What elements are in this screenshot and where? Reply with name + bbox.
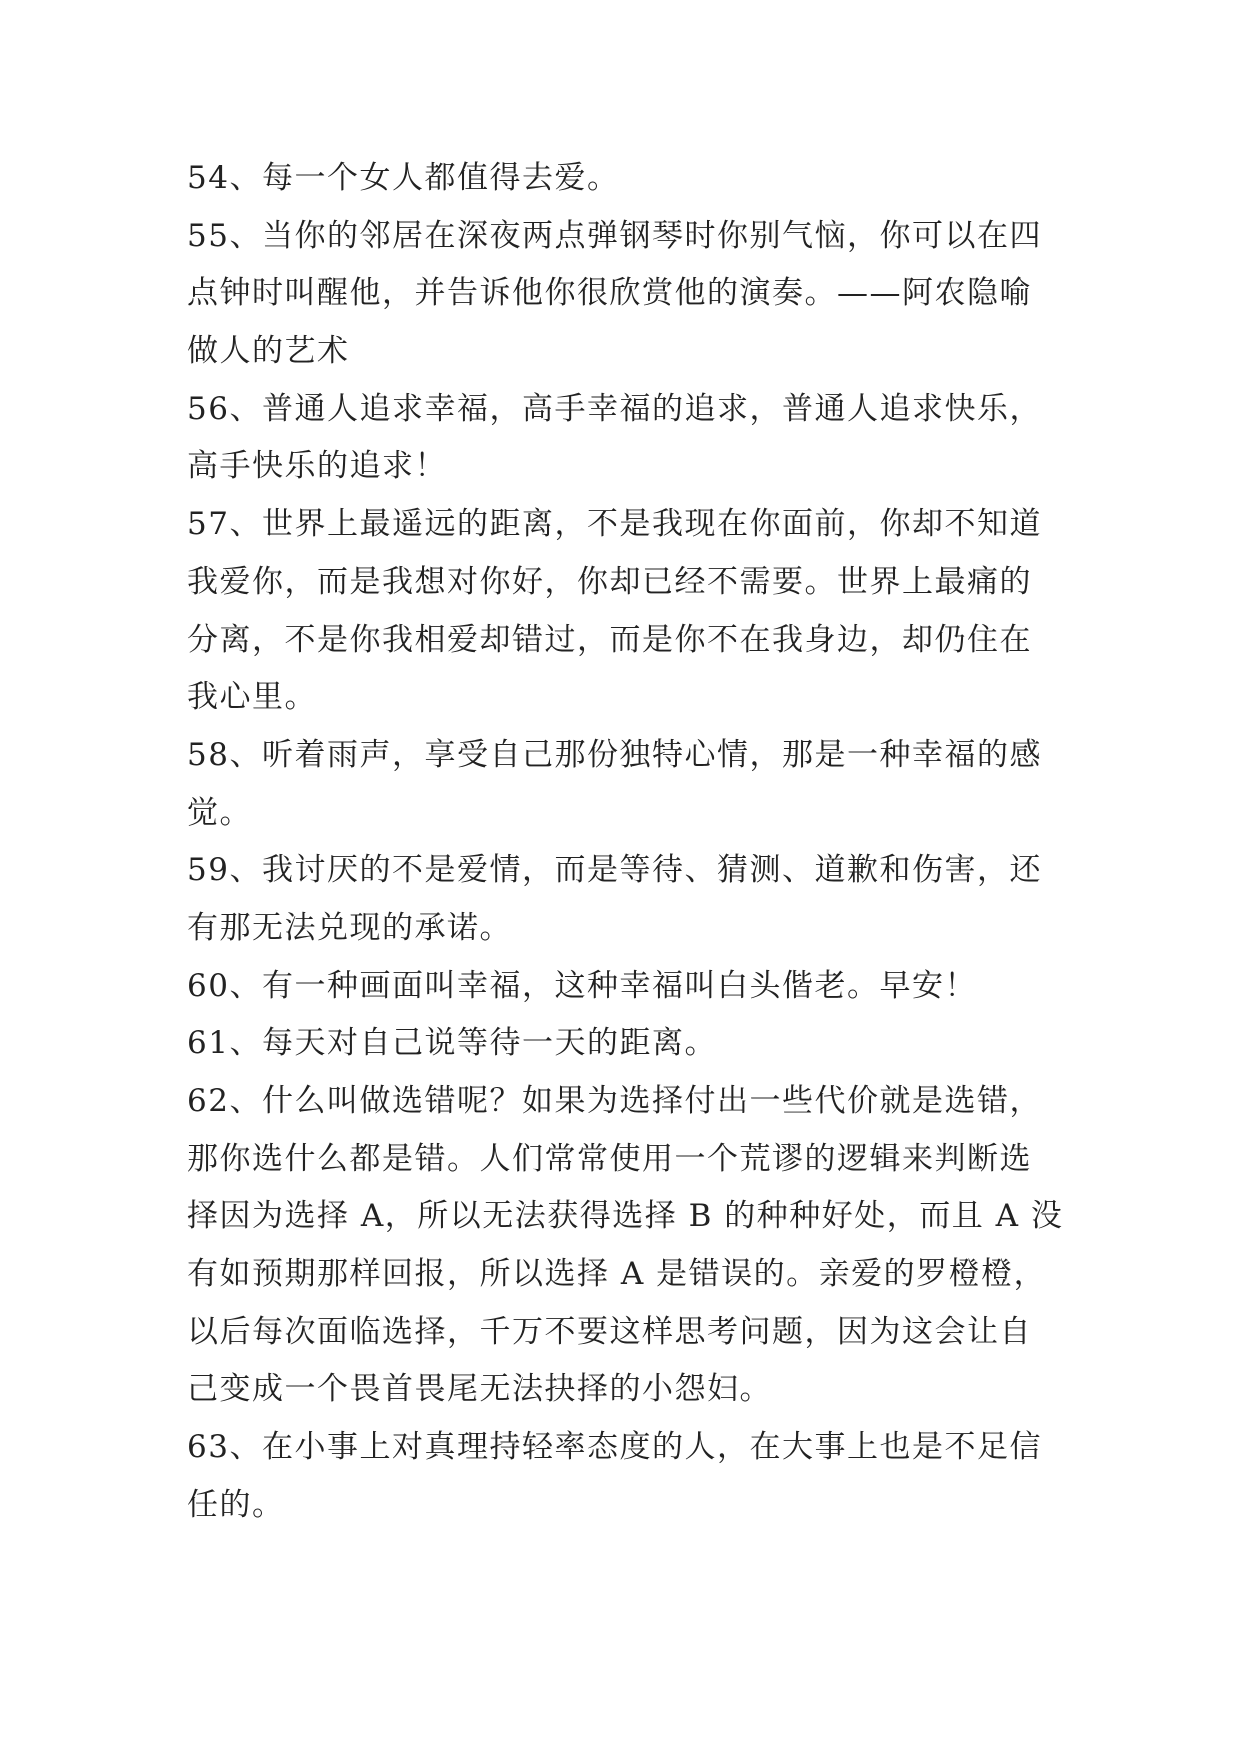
text-line: 62、什么叫做选错呢？如果为选择付出一些代价就是选错， [187, 1083, 1042, 1119]
text-line: 63、在小事上对真理持轻率态度的人，在大事上也是不足信 [187, 1429, 1042, 1466]
text-line: 点钟时叫醒他，并告诉他你很欣赏他的演奏。——阿农隐喻 [187, 275, 1032, 312]
text-line: 55、当你的邻居在深夜两点弹钢琴时你别气恼，你可以在四 [187, 217, 1042, 254]
text-line: 做人的艺术 [187, 333, 350, 370]
text-line: 以后每次面临选择，千万不要这样思考问题，因为这会让自 [187, 1313, 1032, 1350]
text-line: 54、每一个女人都值得去爱。 [187, 160, 620, 196]
text-line: 56、普通人追求幸福，高手幸福的追求，普通人追求快乐， [187, 390, 1042, 427]
text-line: 己变成一个畏首畏尾无法抉择的小怨妇。 [187, 1371, 772, 1408]
text-line: 觉。 [187, 794, 252, 831]
text-line: 那你选什么都是错。人们常常使用一个荒谬的逻辑来判断选 [187, 1140, 1032, 1177]
text-line: 分离，不是你我相爱却错过，而是你不在我身边，却仍住在 [187, 621, 1032, 658]
text-line: 57、世界上最遥远的距离，不是我现在你面前，你却不知道 [187, 506, 1042, 543]
text-line: 60、有一种画面叫幸福，这种幸福叫白头偕老。早安！ [187, 967, 977, 1004]
text-line: 有那无法兑现的承诺。 [187, 909, 512, 946]
text-line: 任的。 [187, 1486, 285, 1523]
text-line: 59、我讨厌的不是爱情，而是等待、猜测、道歉和伤害，还 [187, 852, 1042, 889]
text-line: 我心里。 [187, 679, 317, 716]
text-line: 择因为选择 A，所以无法获得选择 B 的种种好处，而且 A 没 [187, 1198, 1064, 1235]
text-line: 有如预期那样回报，所以选择 A 是错误的。亲爱的罗橙橙， [187, 1256, 1047, 1293]
text-line: 高手快乐的追求！ [187, 448, 447, 485]
text-line: 58、听着雨声，享受自己那份独特心情，那是一种幸福的感 [187, 736, 1042, 773]
text-line: 61、每天对自己说等待一天的距离。 [187, 1025, 717, 1062]
text-line: 我爱你，而是我想对你好，你却已经不需要。世界上最痛的 [187, 563, 1032, 600]
document-body [187, 150, 1067, 1535]
